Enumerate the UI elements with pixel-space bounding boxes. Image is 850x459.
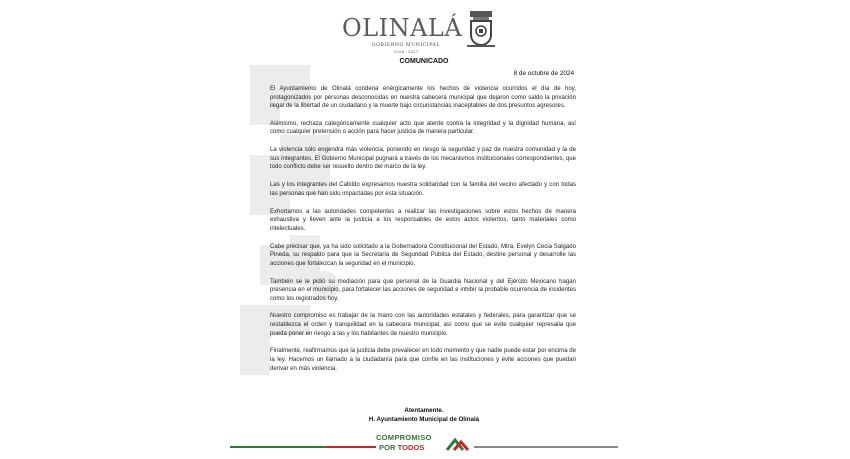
footer-stripe-green xyxy=(230,446,326,448)
footer-logo-highlight: TODOS xyxy=(397,443,425,452)
paragraph: El Ayuntamiento de Olinalá condena enérgicamente los hechos de violencia ocurridos el día de hoy, protagonizados por personas desconocidas en nuestra cabecera municipal que dejaron como saldo la privación ilegal de la libertad de un ciudadano y la muerte bajo circunstancias inaceptables de dos presuntos agresores. xyxy=(270,86,576,110)
footer-stripe-gray xyxy=(474,446,618,448)
document-date: 8 de octubre de 2024 xyxy=(513,70,574,77)
brand-years: 2024 - 2027 xyxy=(393,49,419,54)
footer-logo-line2 xyxy=(379,443,424,452)
closing-salutation: Atentamente. xyxy=(404,407,444,414)
closing-signature: H. Ayuntamiento Municipal de Olinalá xyxy=(368,415,480,423)
paragraph: Asimismo, rechaza categóricamente cualquier acto que atente contra la integridad y la dignidad humana, así como cualquier pretensión o acción para hacer justicia de manera particular. xyxy=(270,120,576,136)
footer-logo xyxy=(376,432,472,454)
house-roof-icon xyxy=(446,437,470,451)
footer-stripe-red xyxy=(326,446,376,448)
closing-block xyxy=(230,407,618,424)
document-page xyxy=(230,0,618,459)
paragraph: Nuestro compromiso es trabajar de la mano con las autoridades estatales y federales, para garantizar que se restablezca el orden y tranquilidad en la cabecera municipal, así como que se evite cualquier represalia que pueda poner en riesgo a las y los habitantes de nuestro municipio. xyxy=(270,313,576,337)
paragraph: También se le pidió su mediación para que personal de la Guardia Nacional y del Ejército Mexicano hagan presencia en el municipio, para fortalecer las acciones de seguridad e inhibir la probable ocurrencia de incidentes como los registrados hoy. xyxy=(270,278,576,302)
document-heading: COMUNICADO xyxy=(399,58,449,65)
paragraph: Exhortamos a las autoridades competentes a realizar las investigaciones sobre estos hechos de manera exhaustiva y lleven ante la justicia a los responsables de estos actos violentos, tanto materiales como intelectuales. xyxy=(270,208,576,232)
brand-name: OLINALÁ xyxy=(342,14,463,42)
document-body xyxy=(270,85,576,382)
paragraph: La violencia sólo engendra más violencia, poniendo en riesgo la seguridad y paz de nuestra comunidad y la de sus integrantes. El Gobierno Municipal pugnará a través de los mecanismos institucionales correspondientes, que todo conflicto debe ser resuelto dentro del marco de la ley. xyxy=(270,147,576,171)
paragraph: Cabe precisar que, ya ha sido solicitado a la Gobernadora Constitucional del Estado, Mtra. Evelyn Cecia Salgado Pineda, su respaldo para que la Secretaría de Seguridad Pública del Estado, destine personal y desarrolle las acciones que fortalezcan la seguridad en el municipio. xyxy=(270,243,576,267)
header-logo xyxy=(336,6,516,58)
footer-logo-line1: COMPROMISO xyxy=(376,433,432,442)
brand-subtitle: GOBIERNO MUNICIPAL xyxy=(371,43,441,48)
footer-logo-prefix: POR xyxy=(379,443,398,452)
paragraph: Las y los integrantes del Cabildo expresamos nuestra solidaridad con la familia del vecino afectado y con todas las personas que han sido impactadas por esta situación. xyxy=(270,182,576,197)
paragraph: Finalmente, reafirmamos que la justicia debe prevalecer en todo momento y que nadie puede estar por encima de la ley. Hacemos un llamado a la ciudadanía para que confíe en las instituciones y evite acciones que puedan derivar en más violencia. xyxy=(270,348,576,372)
municipal-shield-icon xyxy=(465,10,497,50)
